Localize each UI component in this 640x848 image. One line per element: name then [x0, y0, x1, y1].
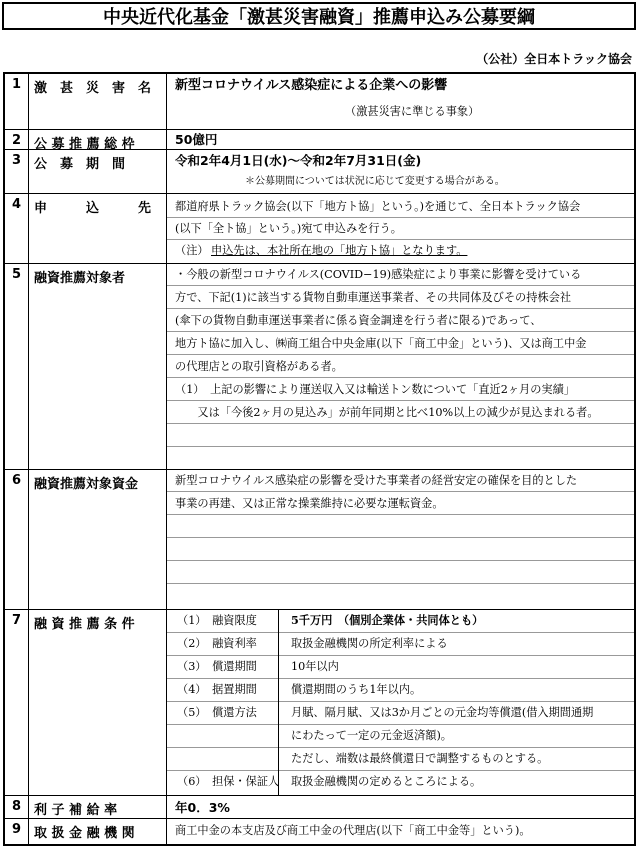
disaster-subtitle: （激甚災害に準じる事象） — [345, 105, 480, 118]
row-number: 3 — [5, 150, 29, 193]
row-period — [5, 150, 634, 194]
row-content — [167, 796, 634, 818]
row-content — [167, 819, 634, 844]
row-number: 7 — [5, 610, 29, 795]
text-line: 又は「今後2ヶ月の見込み」が前年同期と比べ10%以上の減少が見込まれる者。 — [167, 402, 634, 424]
document-title: 中央近代化基金「激甚災害融資」推薦申込み公募要綱 — [2, 2, 636, 30]
row-content — [167, 264, 634, 469]
period-value: 令和2年4月1日(水)～令和2年7月31日(金) — [175, 153, 422, 168]
condition-label — [167, 725, 279, 747]
institution-value: 商工中金の本支店及び商工中金の代理店(以下「商工中金等」という)。 — [175, 824, 531, 837]
text-line: 都道府県トラック協会(以下「地方ト協」という。)を通じて、全日本トラック協会 — [167, 196, 634, 218]
row-eligible-funds — [5, 470, 634, 610]
row-label: 公 募 期 間 — [29, 150, 167, 193]
condition-value: 償還期間のうち1年以内。 — [291, 683, 422, 696]
text-line: 地方ト協に加入し、㈱商工組合中央金庫(以下「商工中金」という)、又は商工中金 — [167, 333, 634, 355]
blank-line — [167, 516, 634, 538]
disaster-name: 新型コロナウイルス感染症による企業への影響 — [175, 78, 448, 93]
condition-value: 5千万円 （個別企業体・共同体とも） — [291, 613, 484, 627]
condition-label: （2） 融資利率 — [177, 637, 257, 650]
text-line: (以下「全ト協」という。)宛て申込みを行う。 — [167, 218, 634, 240]
condition-label: （4） 据置期間 — [177, 683, 257, 696]
blank-line — [167, 562, 634, 584]
row-number: 1 — [5, 74, 29, 129]
row-number: 4 — [5, 194, 29, 263]
row-content — [167, 194, 634, 263]
row-label: 申 込 先 — [29, 194, 167, 263]
text-line: 方で、下記(1)に該当する貨物自動車運送事業者、その共同体及びその持株会社 — [167, 287, 634, 309]
guidelines-table — [3, 72, 636, 846]
row-label-text: 激 甚 災 害 名 — [34, 81, 152, 96]
row-number: 9 — [5, 819, 29, 844]
organization-name: （公社）全日本トラック協会 — [476, 52, 632, 66]
row-eligible-recipients — [5, 264, 634, 470]
row-label: 取 扱 金 融 機 関 — [29, 819, 167, 844]
text-line: ・今般の新型コロナウイルス(COVID−19)感染症により事業に影響を受けている — [167, 264, 634, 286]
row-label: 融 資 推 薦 条 件 — [29, 610, 167, 795]
row-interest-subsidy — [5, 796, 634, 819]
row-number: 5 — [5, 264, 29, 469]
condition-label: （5） 償還方法 — [177, 706, 257, 719]
row-content — [167, 470, 634, 609]
condition-value: 取扱金融機関の定めるところによる。 — [291, 775, 482, 788]
row-total-quota — [5, 130, 634, 150]
condition-label: （3） 償還期間 — [177, 660, 257, 673]
period-note: ＊公募期間については状況に応じて変更する場合がある。 — [245, 176, 505, 187]
condition-value: 月賦、隔月賦、又は3か月ごとの元金均等償還(借入期間通期 — [291, 706, 594, 719]
row-label: 利 子 補 給 率 — [29, 796, 167, 818]
text-line: 事業の再建、又は正常な操業維持に必要な運転資金。 — [167, 493, 634, 515]
condition-value: ただし、端数は最終償還日で調整するものとする。 — [291, 752, 549, 765]
subsidy-rate: 年0．3% — [175, 800, 230, 815]
row-loan-conditions — [5, 610, 634, 796]
row-content — [167, 74, 634, 129]
note-text: 申込先は、本社所在地の「地方ト協」となります。 — [211, 244, 468, 257]
row-label: 公 募 推 薦 総 枠 — [29, 130, 167, 149]
row-disaster-name — [5, 74, 634, 130]
row-label: 融資推薦対象資金 — [29, 470, 167, 609]
condition-label: （1） 融資限度 — [177, 614, 257, 627]
row-application-destination — [5, 194, 634, 264]
quota-value: 50億円 — [175, 132, 218, 147]
blank-line — [167, 425, 634, 447]
text-line: の代理店との取引資格がある者。 — [167, 356, 634, 378]
row-content — [167, 610, 634, 795]
condition-label: （6） 担保・保証人 — [177, 775, 280, 788]
row-content — [167, 150, 634, 193]
row-label — [29, 74, 167, 129]
condition-label — [167, 748, 279, 770]
text-line: (傘下の貨物自動車運送事業者に係る資金調達を行う者に限る)であって、 — [167, 310, 634, 332]
text-line: （1） 上記の影響により運送収入又は輸送トン数について「直近2ヶ月の実績」 — [167, 379, 634, 401]
row-content — [167, 130, 634, 149]
row-number: 2 — [5, 130, 29, 149]
condition-value: にわたって一定の元金返済額)。 — [291, 729, 452, 742]
row-financial-institution — [5, 819, 634, 844]
note-prefix: （注） — [175, 244, 209, 257]
text-line: 新型コロナウイルス感染症の影響を受けた事業者の経営安定の確保を目的とした — [167, 470, 634, 492]
row-number: 6 — [5, 470, 29, 609]
row-number: 8 — [5, 796, 29, 818]
application-note — [167, 240, 634, 262]
row-label: 融資推薦対象者 — [29, 264, 167, 469]
blank-line — [167, 539, 634, 561]
condition-value: 10年以内 — [291, 660, 339, 673]
condition-value: 取扱金融機関の所定利率による — [291, 637, 448, 650]
